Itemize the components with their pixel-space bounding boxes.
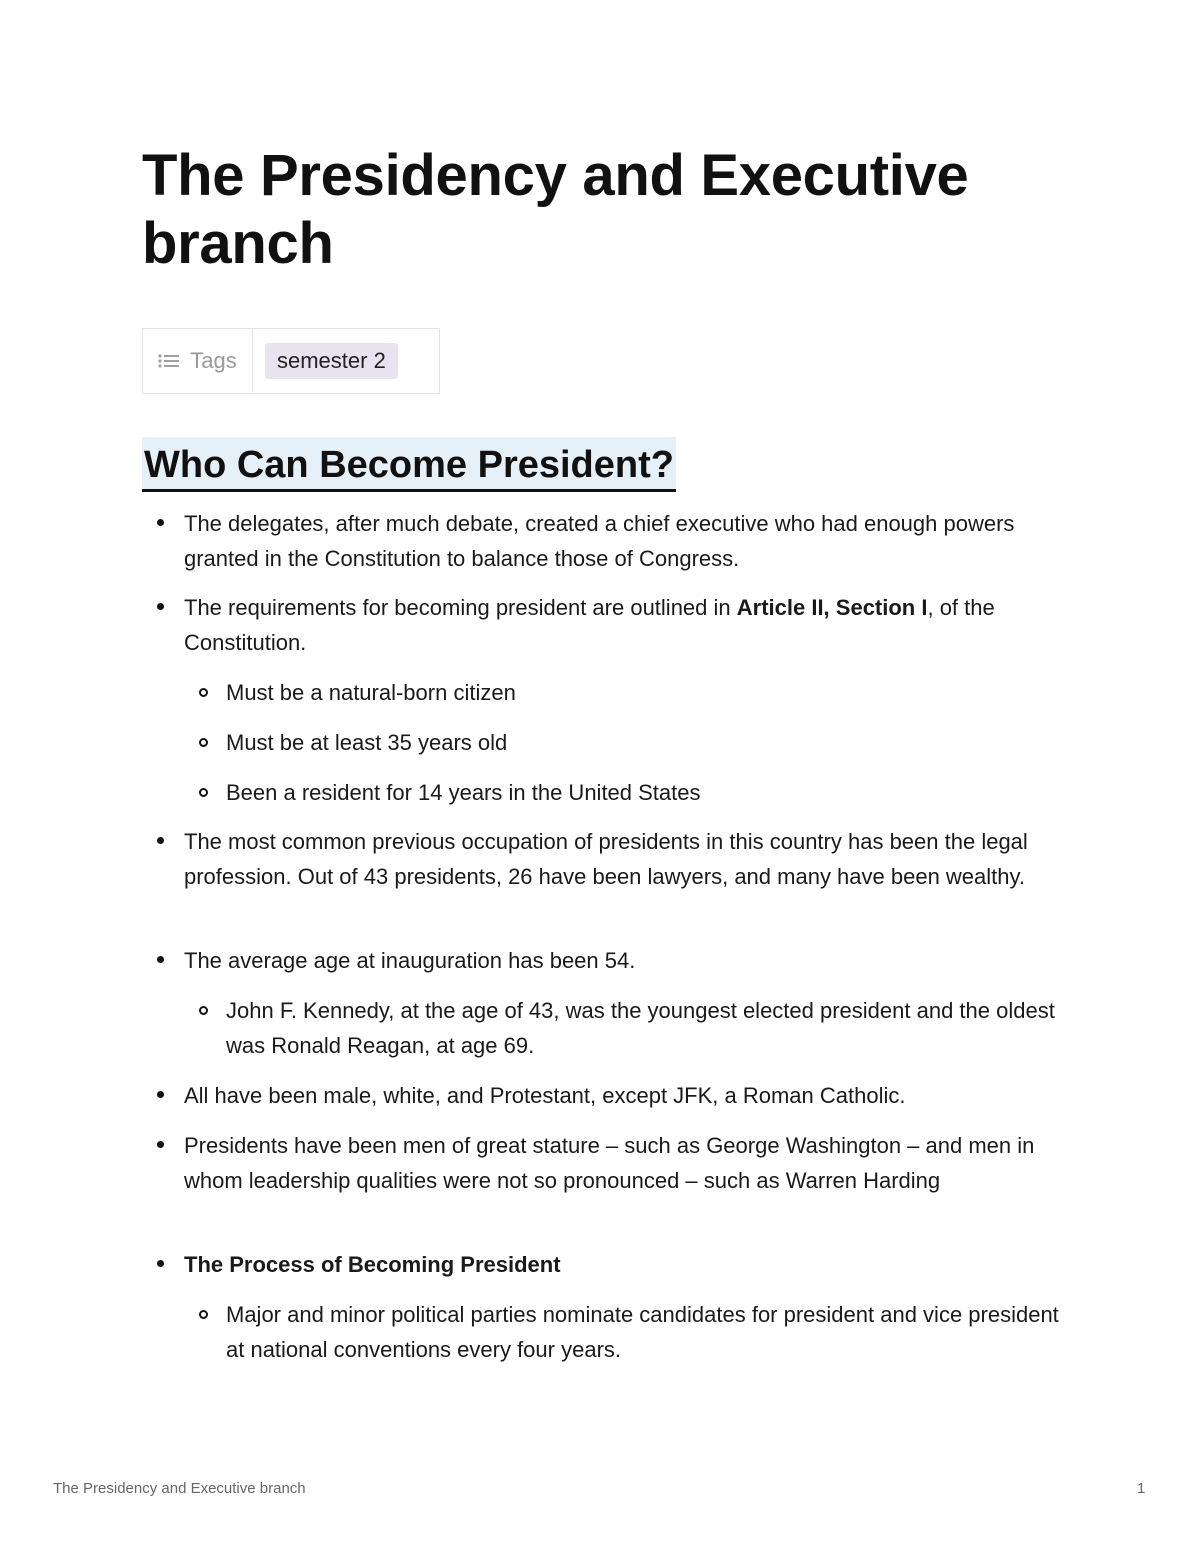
sub-list-item <box>226 725 1066 760</box>
tag-badge[interactable]: semester 2 <box>265 343 398 379</box>
list-item-text: The requirements for becoming president are outlined in <box>184 595 737 620</box>
bullet-icon <box>157 837 164 844</box>
list-item <box>184 1078 1064 1113</box>
list-item-text: Been a resident for 14 years in the United States <box>226 780 701 805</box>
list-item <box>184 824 1064 894</box>
list-item <box>184 590 1064 660</box>
bullet-icon <box>157 1091 164 1098</box>
hollow-bullet-icon <box>199 738 208 747</box>
list-item <box>184 506 1064 576</box>
list-item-text: The delegates, after much debate, created a chief executive who had enough powers granted in the Constitution to balance those of Congress. <box>184 511 1015 571</box>
bullet-icon <box>157 1260 164 1267</box>
sub-list-item <box>226 1297 1066 1367</box>
list-item-text: Must be a natural-born citizen <box>226 680 516 705</box>
bullet-icon <box>157 956 164 963</box>
list-item-text: The Process of Becoming President <box>184 1252 561 1277</box>
hollow-bullet-icon <box>199 788 208 797</box>
page-number: 1 <box>1137 1480 1146 1497</box>
list-item-text: Must be at least 35 years old <box>226 730 508 755</box>
list-item <box>184 1247 1064 1282</box>
list-item <box>184 1128 1064 1198</box>
hollow-bullet-icon <box>199 1310 208 1319</box>
list-item-text: All have been male, white, and Protestant, except JFK, a Roman Catholic. <box>184 1083 906 1108</box>
tags-property-value[interactable] <box>253 329 439 393</box>
list-item-text: The average age at inauguration has been 54. <box>184 948 636 973</box>
list-item-text: Presidents have been men of great stature – such as George Washington – and men in whom leadership qualities were not so pronounced – such as Warren Harding <box>184 1133 1035 1193</box>
properties-table <box>142 328 440 394</box>
list-item-text: John F. Kennedy, at the age of 43, was the youngest elected president and the oldest was Ronald Reagan, at age 69. <box>226 998 1055 1058</box>
sub-list-item <box>226 775 1066 810</box>
footer-title: The Presidency and Executive branch <box>53 1480 306 1497</box>
list-item-text: , of the Constitution. <box>184 595 995 655</box>
list-icon <box>158 353 180 369</box>
section-heading: Who Can Become President? <box>142 437 676 492</box>
page-title: The Presidency and Executive branch <box>142 143 969 276</box>
bullet-icon <box>157 519 164 526</box>
list-item <box>184 943 1064 978</box>
sub-list-item <box>226 675 1066 710</box>
list-item-text: Major and minor political parties nominate candidates for president and vice president at national conventions every four years. <box>226 1302 1059 1362</box>
bullet-icon <box>157 603 164 610</box>
bold-reference: Article II, Section I <box>736 595 928 620</box>
sub-list-item <box>226 993 1066 1063</box>
bullet-icon <box>157 1141 164 1148</box>
list-item-text: The most common previous occupation of presidents in this country has been the legal profession. Out of 43 presidents, 26 have been lawyers, and many have been wealthy. <box>184 829 1028 889</box>
hollow-bullet-icon <box>199 1006 208 1015</box>
tags-property-label <box>143 329 253 393</box>
hollow-bullet-icon <box>199 688 208 697</box>
tags-label: Tags <box>190 348 237 373</box>
